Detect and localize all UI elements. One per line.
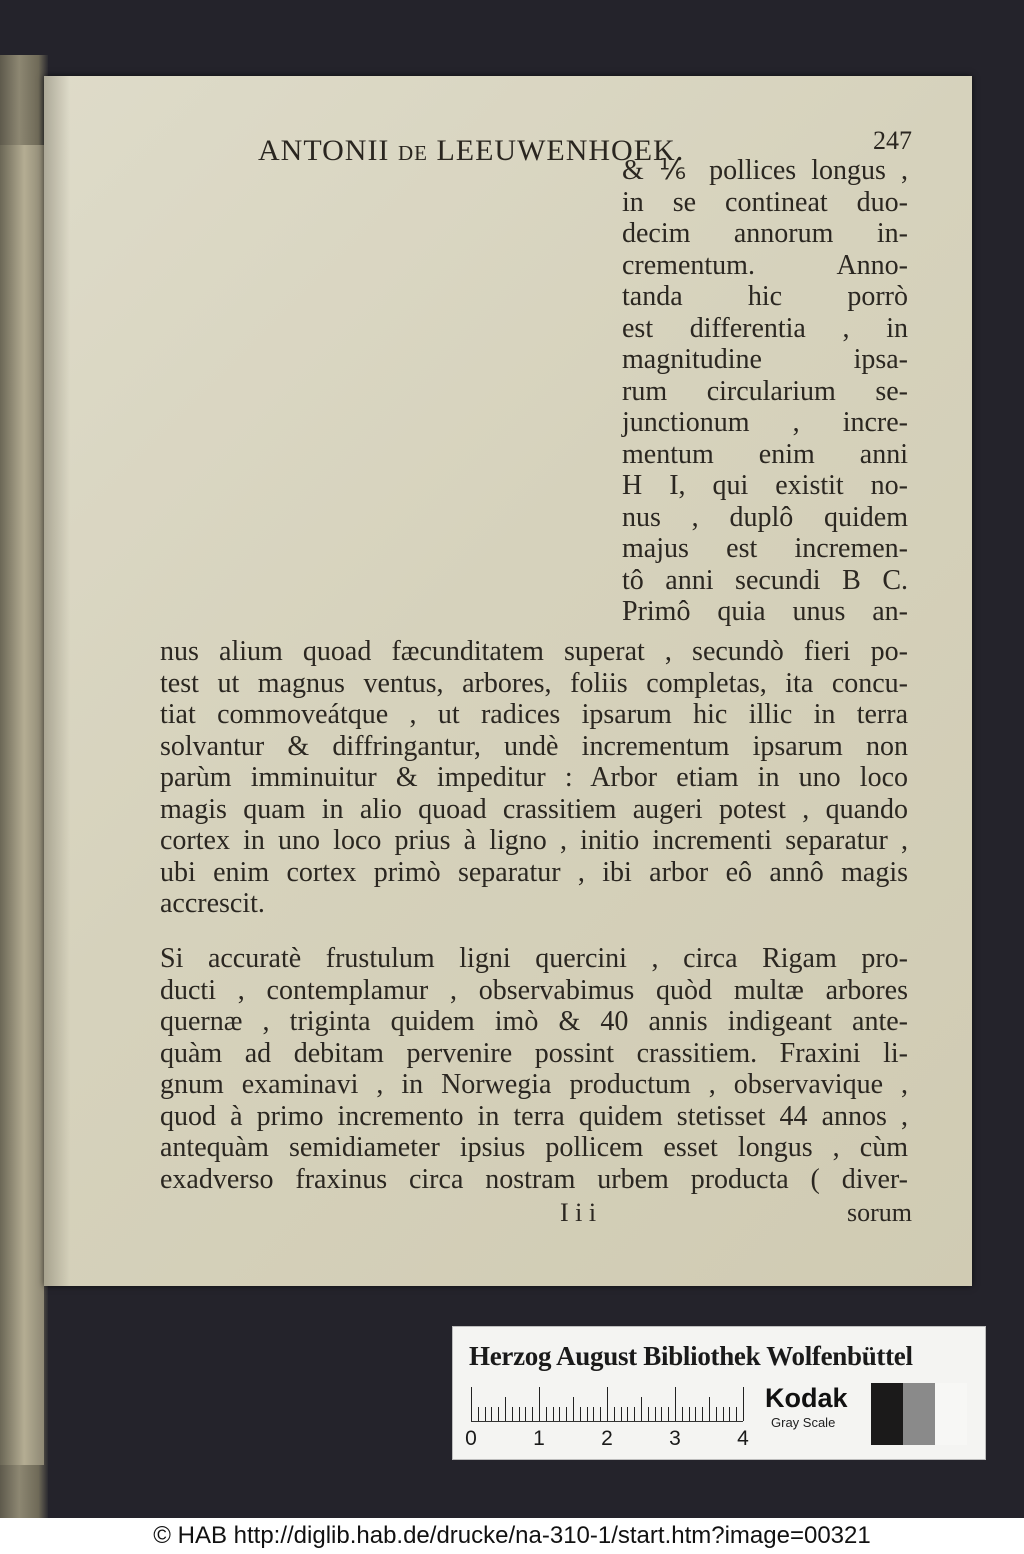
ruler-tick xyxy=(593,1407,594,1421)
ruler-tick xyxy=(505,1397,506,1421)
ruler-tick xyxy=(573,1397,574,1421)
copyright-link[interactable]: © HAB http://diglib.hab.de/drucke/na-310-1/start.htm?image=00321 xyxy=(153,1522,871,1549)
text-line: nus , duplô quidem xyxy=(622,501,908,533)
gray-swatch xyxy=(871,1383,903,1445)
ruler-tick xyxy=(512,1407,513,1421)
ruler-tick xyxy=(648,1407,649,1421)
ruler-tick xyxy=(614,1407,615,1421)
signature-mark: I i i xyxy=(560,1198,597,1227)
text-line: tanda hic porrò xyxy=(622,281,908,312)
ruler-tick xyxy=(519,1407,520,1421)
ruler-tick xyxy=(471,1387,472,1421)
text-line: Si accuratè frustulum ligni quercini , circa Rigam pro- xyxy=(160,943,908,974)
text-line: mentum enim anni xyxy=(622,438,908,470)
ruler-tick xyxy=(498,1407,499,1421)
ruler-tick xyxy=(621,1407,622,1421)
ruler-tick xyxy=(682,1407,683,1421)
ruler-tick xyxy=(587,1407,588,1421)
ruler-tick xyxy=(689,1407,690,1421)
running-head-de: DE xyxy=(397,141,428,165)
text-line: ducti , contemplamur , observabimus quòd multæ arbores xyxy=(160,974,908,1006)
ruler-tick xyxy=(627,1407,628,1421)
text-line: quod à primo incremento in terra quidem stetisset 44 annos , xyxy=(160,1100,908,1132)
ruler-label: 2 xyxy=(601,1427,613,1450)
ruler-tick xyxy=(539,1387,540,1421)
ruler-tick xyxy=(485,1407,486,1421)
facing-page-edge xyxy=(0,145,44,1465)
ruler-tick xyxy=(723,1407,724,1421)
ruler-tick xyxy=(525,1407,526,1421)
text-line: Primô quia unus an- xyxy=(622,596,908,627)
ruler-tick xyxy=(655,1407,656,1421)
ruler-tick xyxy=(661,1407,662,1421)
text-line: solvantur & diffringantur, undè incrementum ipsarum non xyxy=(160,730,908,762)
text-line: H I, qui existit no- xyxy=(622,470,908,501)
ruler-tick xyxy=(716,1407,717,1421)
text-line: antequàm semidiameter ipsius pollicem esset longus , cùm xyxy=(160,1132,908,1163)
catchword: sorum xyxy=(847,1198,912,1227)
page-number: 247 xyxy=(873,126,912,155)
ruler-tick xyxy=(478,1407,479,1421)
color-target-card xyxy=(452,1326,986,1460)
text-line: accrescit. xyxy=(160,888,265,919)
text-line: quernæ , triginta quidem imò & 40 annis indigeant ante- xyxy=(160,1006,908,1037)
gray-swatch xyxy=(935,1383,967,1445)
text-line: magnitudine ipsa- xyxy=(622,344,908,375)
text-line: gnum examinavi , in Norwegia productum , observavique , xyxy=(160,1069,908,1100)
ruler-tick xyxy=(491,1407,492,1421)
ruler-label: 3 xyxy=(669,1427,681,1450)
ruler-tick xyxy=(702,1407,703,1421)
ruler-tick xyxy=(743,1387,744,1421)
gray-swatch xyxy=(903,1383,935,1445)
ruler-tick xyxy=(607,1387,608,1421)
text-line: junctionum , incre- xyxy=(622,407,908,438)
ruler-tick xyxy=(729,1407,730,1421)
text-line: rum circularium se- xyxy=(622,375,908,407)
ruler-tick xyxy=(532,1407,533,1421)
gray-scale-label: Gray Scale xyxy=(771,1415,836,1430)
ruler-tick xyxy=(668,1407,669,1421)
ruler-tick xyxy=(675,1387,676,1421)
ruler-tick xyxy=(709,1397,710,1421)
ruler-label: 1 xyxy=(533,1427,545,1450)
page-gutter-shadow xyxy=(44,76,70,1286)
text-line: magis quam in alio quoad crassitiem augeri potest , quando xyxy=(160,793,908,825)
running-head-post: LEEUWENHOEK. xyxy=(427,134,685,167)
ruler-tick xyxy=(566,1407,567,1421)
footer-bar xyxy=(0,1518,1024,1554)
text-line: tô anni secundi B C. xyxy=(622,564,908,596)
ruler-tick xyxy=(634,1407,635,1421)
text-line: & ⅙ pollices longus , xyxy=(622,155,908,186)
text-line: est differentia , in xyxy=(622,312,908,344)
text-line: test ut magnus ventus, arbores, foliis completas, ita concu- xyxy=(160,667,908,699)
text-line: majus est incremen- xyxy=(622,533,908,564)
running-head-pre: ANTONII xyxy=(258,134,398,167)
ruler-label: 4 xyxy=(737,1427,749,1450)
text-line: tiat commoveátque , ut radices ipsarum hic illic in terra xyxy=(160,699,908,730)
target-title: Herzog August Bibliothek Wolfenbüttel xyxy=(469,1341,913,1371)
text-line: cortex in uno loco prius à ligno , initio incrementi separatur , xyxy=(160,825,908,856)
text-line: quàm ad debitam pervenire possint crassitiem. Fraxini li- xyxy=(160,1037,908,1069)
text-line: exadverso fraxinus circa nostram urbem producta ( diver- xyxy=(160,1163,908,1195)
scale-ruler xyxy=(471,1387,743,1422)
text-line: nus alium quoad fæcunditatem superat , secundò fieri po- xyxy=(160,636,908,667)
ruler-tick xyxy=(695,1407,696,1421)
kodak-logo: Kodak xyxy=(765,1383,848,1413)
ruler-tick xyxy=(553,1407,554,1421)
ruler-tick xyxy=(641,1397,642,1421)
text-line: parùm imminuitur & impeditur : Arbor etiam in uno loco xyxy=(160,762,908,793)
ruler-tick xyxy=(580,1407,581,1421)
ruler-label: 0 xyxy=(465,1427,477,1450)
book-spine-edge xyxy=(0,55,48,1518)
text-line: in se contineat duo- xyxy=(622,186,908,218)
ruler-tick xyxy=(559,1407,560,1421)
text-line: crementum. Anno- xyxy=(622,249,908,281)
ruler-tick xyxy=(736,1407,737,1421)
ruler-tick xyxy=(600,1407,601,1421)
text-line: decim annorum in- xyxy=(622,218,908,249)
ruler-tick xyxy=(546,1407,547,1421)
text-line: ubi enim cortex primò separatur , ibi arbor eô annô magis xyxy=(160,856,908,888)
